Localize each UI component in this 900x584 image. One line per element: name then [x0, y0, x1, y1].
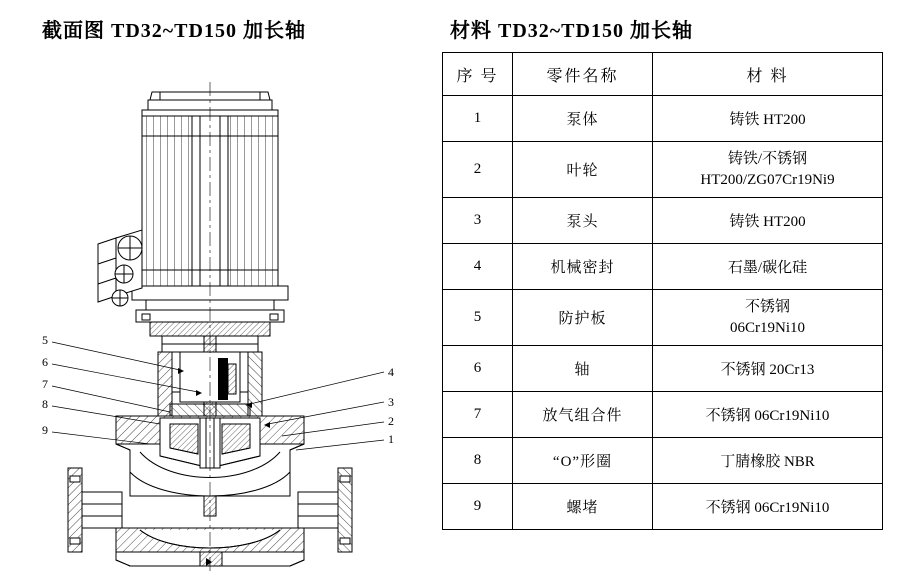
- table-row: [443, 198, 883, 244]
- table-row: [443, 438, 883, 484]
- callout-number-5: 5: [42, 333, 48, 347]
- row-number: 6: [443, 346, 513, 392]
- material-table: [442, 52, 883, 530]
- material-table-panel: [440, 0, 900, 584]
- callout-number-8: 8: [42, 397, 48, 411]
- pump-sectional-drawing: [20, 52, 430, 572]
- column-header-no: 序 号: [443, 53, 513, 96]
- row-part-name: 轴: [513, 346, 653, 392]
- callout-number-3: 3: [388, 395, 394, 409]
- right-panel-title: 材料 TD32~TD150 加长轴: [450, 20, 693, 42]
- row-part-name: “O”形圈: [513, 438, 653, 484]
- material-line: HT200/ZG07Cr19Ni9: [700, 171, 835, 188]
- column-header-part: 零件名称: [513, 53, 653, 96]
- row-part-name: 叶轮: [513, 142, 653, 198]
- row-material: [653, 198, 883, 244]
- table-row: [443, 96, 883, 142]
- table-row: [443, 244, 883, 290]
- row-number: 3: [443, 198, 513, 244]
- material-line: 06Cr19Ni10: [730, 319, 805, 336]
- row-material: [653, 96, 883, 142]
- row-number: 9: [443, 484, 513, 530]
- row-material: [653, 244, 883, 290]
- row-number: 4: [443, 244, 513, 290]
- material-line: 铸铁 HT200: [729, 112, 806, 128]
- row-part-name: 螺堵: [513, 484, 653, 530]
- table-header-row: [443, 53, 883, 96]
- column-header-material: 材 料: [653, 53, 883, 96]
- material-line: 不锈钢 06Cr19Ni10: [705, 408, 830, 424]
- row-material: [653, 346, 883, 392]
- material-line: 铸铁/不锈钢: [727, 151, 808, 168]
- row-material: [653, 484, 883, 530]
- row-material: [653, 142, 883, 198]
- material-line: 石墨/碳化硅: [727, 260, 808, 276]
- table-row: [443, 290, 883, 346]
- row-material: [653, 392, 883, 438]
- material-line: 不锈钢 06Cr19Ni10: [705, 500, 830, 516]
- table-row: [443, 346, 883, 392]
- row-material: [653, 290, 883, 346]
- row-part-name: 防护板: [513, 290, 653, 346]
- row-number: 7: [443, 392, 513, 438]
- row-part-name: 机械密封: [513, 244, 653, 290]
- row-part-name: 泵头: [513, 198, 653, 244]
- sectional-drawing-panel: [0, 0, 430, 584]
- material-line: 丁腈橡胶 NBR: [720, 454, 815, 470]
- material-line: 不锈钢: [744, 299, 790, 316]
- callout-number-9: 9: [42, 423, 48, 437]
- callout-number-6: 6: [42, 355, 48, 369]
- callout-number-4: 4: [388, 365, 394, 379]
- pump-drawing-svg: [20, 52, 430, 572]
- row-number: 2: [443, 142, 513, 198]
- callout-number-7: 7: [42, 377, 48, 391]
- row-material: [653, 438, 883, 484]
- callout-number-1: 1: [388, 432, 394, 446]
- table-row: [443, 484, 883, 530]
- table-row: [443, 392, 883, 438]
- material-line: 铸铁 HT200: [729, 214, 806, 230]
- row-number: 8: [443, 438, 513, 484]
- table-row: [443, 142, 883, 198]
- row-part-name: 泵体: [513, 96, 653, 142]
- callout-number-2: 2: [388, 414, 394, 428]
- left-panel-title: 截面图 TD32~TD150 加长轴: [42, 20, 306, 42]
- row-number: 1: [443, 96, 513, 142]
- row-part-name: 放气组合件: [513, 392, 653, 438]
- row-number: 5: [443, 290, 513, 346]
- material-line: 不锈钢 20Cr13: [720, 362, 815, 378]
